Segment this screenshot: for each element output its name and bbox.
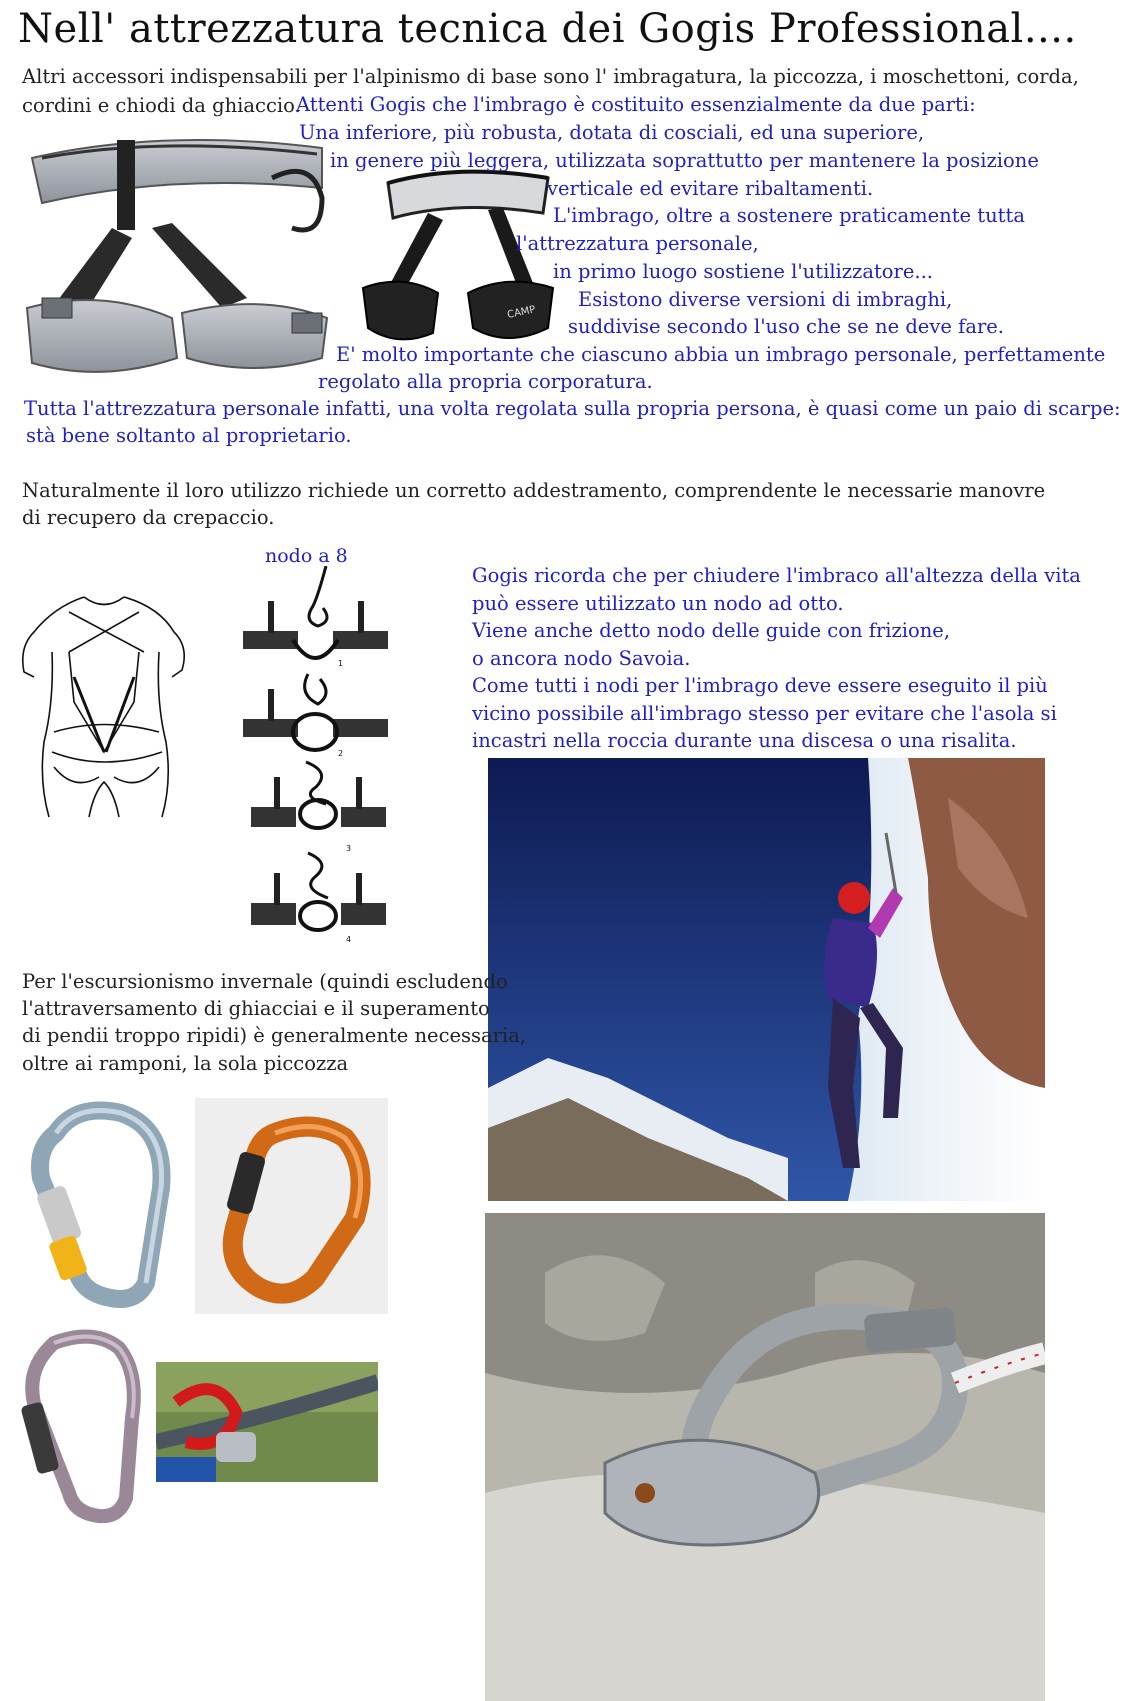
harness-text-13: stà bene soltanto al proprietario. — [26, 424, 352, 447]
knot-text-5: Come tutti i nodi per l'imbrago deve essere eseguito il più — [472, 674, 1048, 697]
harness-text-9: suddivise secondo l'uso che se ne deve fare. — [568, 315, 1004, 338]
winter-text-4: oltre ai ramponi, la sola piccozza — [22, 1052, 349, 1075]
body-harness-drawing — [14, 592, 199, 824]
knot-step-4: 4 — [346, 935, 352, 944]
harness-text-3: in genere più leggera, utilizzata soprattutto per mantenere la posizione — [330, 149, 1039, 172]
intro-line-1: Altri accessori indispensabili per l'alpinismo di base sono l' imbragatura, la piccozza, i moschettoni, corda, — [22, 65, 1079, 88]
carabiner-purple-photo — [14, 1328, 142, 1526]
harness-text-7: in primo luogo sostiene l'utilizzatore... — [553, 260, 933, 283]
winter-text-1: Per l'escursionismo invernale (quindi escludendo — [22, 970, 508, 993]
knot-step-1: 1 — [338, 659, 344, 668]
knot-text-7: incastri nella roccia durante una discesa o una risalita. — [472, 729, 1017, 752]
figure-eight-knot-diagram — [238, 566, 393, 944]
intro-line-2: cordini e chiodi da ghiaccio. — [22, 94, 301, 117]
knot-text-4: o ancora nodo Savoia. — [472, 647, 691, 670]
ice-climbing-photo — [488, 758, 1045, 1201]
knot-text-6: vicino possibile all'imbrago stesso per evitare che l'asola si — [472, 702, 1057, 725]
training-line-2: di recupero da crepaccio. — [22, 506, 275, 529]
knot-text-3: Viene anche detto nodo delle guide con frizione, — [472, 619, 951, 642]
harness-photo-large — [22, 118, 342, 403]
knot-step-2: 2 — [338, 749, 344, 758]
via-ferrata-cable-photo — [156, 1362, 378, 1482]
harness-text-5: L'imbrago, oltre a sostenere praticamente tutta — [553, 204, 1025, 227]
training-line-1: Naturalmente il loro utilizzo richiede un corretto addestramento, comprendente le necessarie manovre — [22, 479, 1046, 502]
rock-carabiner-photo — [485, 1213, 1045, 1701]
harness-text-2: Una inferiore, più robusta, dotata di cosciali, ed una superiore, — [299, 121, 925, 144]
knot-caption: nodo a 8 — [265, 545, 348, 567]
knot-step-3: 3 — [346, 844, 352, 853]
harness-text-6: l'attrezzatura personale, — [516, 232, 759, 255]
carabiner-silver-photo — [26, 1098, 176, 1308]
harness-text-1: Attenti Gogis che l'imbrago è costituito essenzialmente da due parti: — [296, 93, 976, 116]
winter-text-2: l'attraversamento di ghiacciai e il superamento — [22, 997, 490, 1020]
harness-text-8: Esistono diverse versioni di imbraghi, — [578, 288, 953, 311]
carabiner-orange-photo — [195, 1098, 388, 1314]
harness-text-10: E' molto importante che ciascuno abbia un imbrago personale, perfettamente — [336, 343, 1106, 366]
harness-photo-camp — [358, 158, 563, 358]
harness-text-11: regolato alla propria corporatura. — [318, 370, 653, 393]
harness-text-4: verticale ed evitare ribaltamenti. — [547, 177, 874, 200]
knot-text-2: può essere utilizzato un nodo ad otto. — [472, 592, 844, 615]
harness-brand-label: CAMP — [506, 304, 537, 321]
winter-text-3: di pendii troppo ripidi) è generalmente necessaria, — [22, 1024, 527, 1047]
page-title: Nell' attrezzatura tecnica dei Gogis Professional.... — [18, 6, 1077, 52]
harness-text-12: Tutta l'attrezzatura personale infatti, una volta regolata sulla propria persona, è quasi come un paio di scarpe: — [24, 397, 1121, 420]
knot-text-1: Gogis ricorda che per chiudere l'imbraco all'altezza della vita — [472, 564, 1081, 587]
